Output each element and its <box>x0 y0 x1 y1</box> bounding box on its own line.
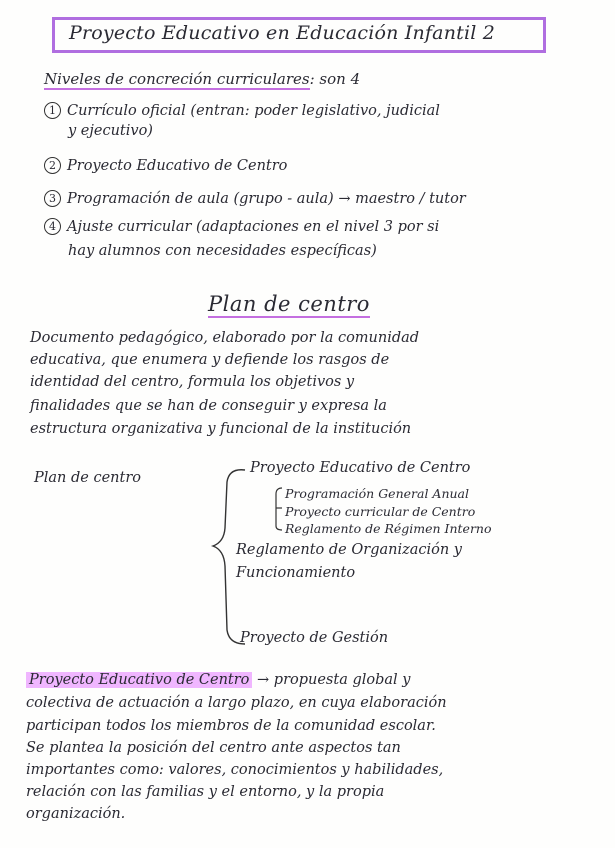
pec-child: Programación General Anual <box>285 486 470 501</box>
level-number: 3 <box>44 190 61 207</box>
diagram-rof: Reglamento de Organización y <box>236 542 463 558</box>
level-number: 2 <box>44 157 61 174</box>
main-brace <box>205 458 255 658</box>
level-item-4 <box>44 218 439 235</box>
level-item-3 <box>44 190 466 207</box>
pec-definition-line: Se plantea la posición del centro ante aspectos tan <box>26 740 401 756</box>
level-text: Proyecto Educativo de Centro <box>67 158 288 174</box>
pec-definition-first-line <box>26 672 410 688</box>
title-box <box>52 17 546 53</box>
pec-definition-line: participan todos los miembros de la comunidad escolar. <box>26 718 436 734</box>
level-item-1-cont: y ejecutivo) <box>68 123 153 139</box>
diagram-root: Plan de centro <box>34 470 141 486</box>
pec-highlight: Proyecto Educativo de Centro <box>26 672 252 688</box>
niveles-heading: Niveles de concreción curriculares <box>44 70 310 88</box>
diagram-pec: Proyecto Educativo de Centro <box>250 460 471 476</box>
page-title: Proyecto Educativo en Educación Infantil 2 <box>69 22 496 44</box>
pec-definition-line: importantes como: valores, conocimientos y habilidades, <box>26 762 444 778</box>
level-text: Currículo oficial (entran: poder legislativo, judicial <box>67 103 440 119</box>
level-number: 1 <box>44 102 61 119</box>
level-item-1 <box>44 102 440 119</box>
plan-paragraph-line: Documento pedagógico, elaborado por la comunidad <box>30 330 420 346</box>
plan-paragraph-line: educativa, que enumera y defiende los rasgos de <box>30 352 390 368</box>
plan-heading: Plan de centro <box>208 292 370 316</box>
diagram-gestion: Proyecto de Gestión <box>240 630 389 646</box>
pec-definition-line: colectiva de actuación a largo plazo, en cuya elaboración <box>26 695 447 711</box>
plan-paragraph-line: identidad del centro, formula los objetivos y <box>30 374 355 390</box>
level-text: Programación de aula (grupo - aula) → maestro / tutor <box>67 191 466 207</box>
level-item-2 <box>44 157 287 174</box>
level-item-4-cont: hay alumnos con necesidades específicas) <box>68 243 377 259</box>
pec-child: Reglamento de Régimen Interno <box>285 521 492 536</box>
plan-paragraph-line: finalidades que se han de conseguir y expresa la <box>30 398 387 414</box>
pec-definition-rest: → propuesta global y <box>257 672 411 688</box>
pec-child: Proyecto curricular de Centro <box>285 504 476 519</box>
plan-paragraph-line: estructura organizativa y funcional de la institución <box>30 421 412 437</box>
pec-definition-line: relación con las familias y el entorno, y la propia <box>26 784 385 800</box>
niveles-suffix: : son 4 <box>309 70 361 88</box>
level-number: 4 <box>44 218 61 235</box>
level-text: Ajuste curricular (adaptaciones en el nivel 3 por si <box>67 219 440 235</box>
pec-definition-line: organización. <box>26 806 126 822</box>
niveles-heading-row <box>44 70 360 88</box>
diagram-rof-cont: Funcionamiento <box>236 565 356 581</box>
